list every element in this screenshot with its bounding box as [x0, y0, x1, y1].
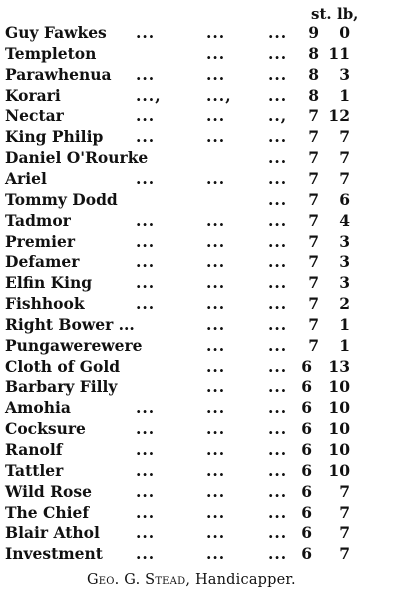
table-row [0, 418, 408, 439]
weight-pounds: 7 [339, 502, 350, 522]
dot-leader: ... [136, 502, 156, 522]
horse-name: Premier [5, 231, 75, 251]
weight-stones: 9 [308, 23, 319, 42]
table-row [0, 356, 408, 377]
horse-name: Barbary Filly [5, 377, 118, 397]
dot-leader: ... [136, 127, 156, 147]
weight-pounds: 3 [339, 231, 350, 251]
horse-name: Fishhook [5, 294, 85, 314]
dot-leader: ... [268, 481, 288, 501]
table-row [0, 272, 408, 293]
dot-leader: ... [206, 398, 226, 418]
weight-pounds: 7 [339, 127, 350, 147]
dot-leader: ... [206, 481, 226, 501]
table-row [0, 210, 408, 231]
horse-name: The Chief [5, 502, 90, 522]
dot-leader: ... [268, 43, 288, 63]
dot-leader: ... [268, 314, 288, 334]
weight-pounds: 11 [328, 43, 350, 63]
weight-stones: 6 [301, 481, 312, 501]
weight-stones: 7 [308, 148, 319, 168]
dot-leader: ... [206, 210, 226, 230]
dot-leader: ... [268, 168, 288, 188]
weight-pounds: 7 [339, 148, 350, 168]
table-row [0, 168, 408, 189]
weight-pounds: 12 [328, 106, 350, 126]
table-row [0, 147, 408, 168]
dot-leader: ... [268, 23, 288, 42]
dot-leader: ... [268, 398, 288, 418]
table-row [0, 460, 408, 481]
weight-stones: 6 [301, 460, 312, 480]
weight-stones: 7 [308, 106, 319, 126]
weight-stones: 6 [301, 502, 312, 522]
dot-leader: ... [268, 85, 288, 105]
horse-name: Tommy Dodd [5, 189, 118, 209]
weight-stones: 7 [308, 335, 319, 355]
dot-leader: ... [206, 523, 226, 543]
table-row [0, 43, 408, 64]
dot-leader: ... [206, 252, 226, 272]
dot-leader: ... [136, 231, 156, 251]
dot-leader: ... [206, 502, 226, 522]
dot-leader: ... [268, 127, 288, 147]
weight-stones: 6 [301, 398, 312, 418]
dot-leader: ... [136, 106, 156, 126]
dot-leader: ... [206, 544, 226, 564]
dot-leader: ... [206, 419, 226, 439]
horse-name: Nectar [5, 106, 64, 126]
dot-leader: ... [136, 523, 156, 543]
dot-leader: ... [268, 419, 288, 439]
table-row [0, 335, 408, 356]
dot-leader: ... [136, 210, 156, 230]
dot-leader: ... [268, 189, 288, 209]
pounds-column-header: lb, [337, 5, 359, 23]
weight-pounds: 3 [339, 252, 350, 272]
weight-stones: 6 [301, 356, 312, 376]
dot-leader: ... [206, 356, 226, 376]
table-row [0, 105, 408, 126]
weight-pounds: 1 [339, 85, 350, 105]
weight-stones: 8 [308, 64, 319, 84]
weight-pounds: 7 [339, 168, 350, 188]
weight-stones: 8 [308, 43, 319, 63]
weight-stones: 8 [308, 85, 319, 105]
weight-stones: 7 [308, 314, 319, 334]
dot-leader: ... [268, 273, 288, 293]
weight-pounds: 10 [328, 440, 350, 459]
horse-name: Investment [5, 544, 103, 564]
dot-leader: ... [136, 168, 156, 188]
dot-leader: ... [206, 335, 226, 355]
weight-stones: 7 [308, 294, 319, 314]
table-row [0, 543, 408, 564]
dot-leader: ... [206, 314, 226, 334]
horse-name: Parawhenua [5, 64, 112, 84]
weight-stones: 6 [301, 523, 312, 543]
dot-leader: ... [268, 460, 288, 480]
weight-pounds: 4 [339, 210, 350, 230]
weight-stones: 6 [301, 419, 312, 439]
handicapper-signature [87, 571, 296, 589]
dot-leader: ... [268, 523, 288, 543]
dot-leader: .., [268, 106, 288, 126]
dot-leader: ... [206, 377, 226, 397]
dot-leader: ... [206, 294, 226, 314]
horse-name: King Philip [5, 127, 104, 147]
dot-leader: ... [206, 64, 226, 84]
horse-name: Cocksure [5, 419, 86, 439]
table-row [0, 397, 408, 418]
dot-leader: ... [268, 231, 288, 251]
dot-leader: ... [268, 335, 288, 355]
dot-leader: ... [206, 106, 226, 126]
weight-stones: 7 [308, 189, 319, 209]
weight-pounds: 13 [328, 356, 350, 376]
table-row [0, 314, 408, 335]
dot-leader: ... [268, 294, 288, 314]
weight-pounds: 3 [339, 273, 350, 293]
horse-name: Korari [5, 85, 61, 105]
table-row [0, 481, 408, 502]
weight-pounds: 2 [339, 294, 350, 314]
dot-leader: ... [206, 168, 226, 188]
handicapper-name: Geo. G. Stead [87, 572, 186, 588]
weight-stones: 6 [301, 440, 312, 459]
weight-pounds: 7 [339, 544, 350, 564]
table-row [0, 502, 408, 523]
dot-leader: ... [136, 440, 156, 459]
dot-leader: ... [206, 43, 226, 63]
table-row [0, 522, 408, 543]
dot-leader: ... [268, 210, 288, 230]
dot-leader: ..., [136, 85, 162, 105]
table-row [0, 85, 408, 106]
horse-name: Wild Rose [5, 481, 92, 501]
weight-pounds: 3 [339, 64, 350, 84]
table-row [0, 231, 408, 252]
weight-stones: 6 [301, 544, 312, 564]
weight-pounds: 6 [339, 189, 350, 209]
signature-separator: , [185, 572, 191, 588]
horse-name: Blair Athol [5, 523, 100, 543]
horse-name: Ariel [5, 168, 47, 188]
dot-leader: ... [136, 64, 156, 84]
horse-name: Tattler [5, 460, 64, 480]
dot-leader: ... [136, 481, 156, 501]
weight-pounds: 10 [328, 377, 350, 397]
weight-stones: 7 [308, 273, 319, 293]
horse-name: Pungawerewere [5, 335, 143, 355]
dot-leader: ... [268, 544, 288, 564]
dot-leader: ... [136, 398, 156, 418]
horse-name: Tadmor [5, 210, 71, 230]
horse-name: Cloth of Gold [5, 356, 121, 376]
weight-stones: 7 [308, 127, 319, 147]
table-row [0, 439, 408, 460]
dot-leader: ... [268, 148, 288, 168]
dot-leader: ... [136, 23, 156, 42]
dot-leader: ... [206, 231, 226, 251]
horse-name: Amohia [5, 398, 71, 418]
dot-leader: ... [206, 127, 226, 147]
horse-name: Right Bower ... [5, 314, 135, 334]
dot-leader: ..., [206, 85, 232, 105]
dot-leader: ... [136, 460, 156, 480]
weight-pounds: 10 [328, 460, 350, 480]
horse-name: Elfin King [5, 273, 93, 293]
dot-leader: ... [136, 419, 156, 439]
dot-leader: ... [268, 356, 288, 376]
weight-pounds: 7 [339, 523, 350, 543]
horse-name: Defamer [5, 252, 80, 272]
dot-leader: ... [268, 252, 288, 272]
weight-stones: 7 [308, 168, 319, 188]
dot-leader: ... [206, 23, 226, 42]
stones-column-header: st. [311, 5, 332, 23]
weight-stones: 6 [301, 377, 312, 397]
weight-pounds: 0 [339, 23, 350, 42]
horse-name: Guy Fawkes [5, 23, 107, 42]
dot-leader: ... [206, 440, 226, 459]
dot-leader: ... [268, 377, 288, 397]
table-row [0, 293, 408, 314]
weight-stones: 7 [308, 210, 319, 230]
table-row [0, 251, 408, 272]
dot-leader: ... [136, 294, 156, 314]
weight-pounds: 7 [339, 481, 350, 501]
table-row [0, 22, 408, 43]
dot-leader: ... [136, 252, 156, 272]
table-row [0, 126, 408, 147]
horse-name: Daniel O'Rourke [5, 148, 149, 168]
dot-leader: ... [206, 460, 226, 480]
dot-leader: ... [136, 273, 156, 293]
dot-leader: ... [268, 64, 288, 84]
dot-leader: ... [136, 544, 156, 564]
table-row [0, 189, 408, 210]
weight-stones: 7 [308, 231, 319, 251]
horse-name: Ranolf [5, 440, 63, 459]
weight-stones: 7 [308, 252, 319, 272]
horse-name: Templeton [5, 43, 97, 63]
weight-pounds: 1 [339, 314, 350, 334]
dot-leader: ... [268, 502, 288, 522]
weight-pounds: 1 [339, 335, 350, 355]
dot-leader: ... [206, 273, 226, 293]
weight-pounds: 10 [328, 398, 350, 418]
table-row [0, 64, 408, 85]
dot-leader: ... [268, 440, 288, 459]
handicapper-role: Handicapper. [194, 572, 296, 588]
weight-pounds: 10 [328, 419, 350, 439]
table-row [0, 376, 408, 397]
